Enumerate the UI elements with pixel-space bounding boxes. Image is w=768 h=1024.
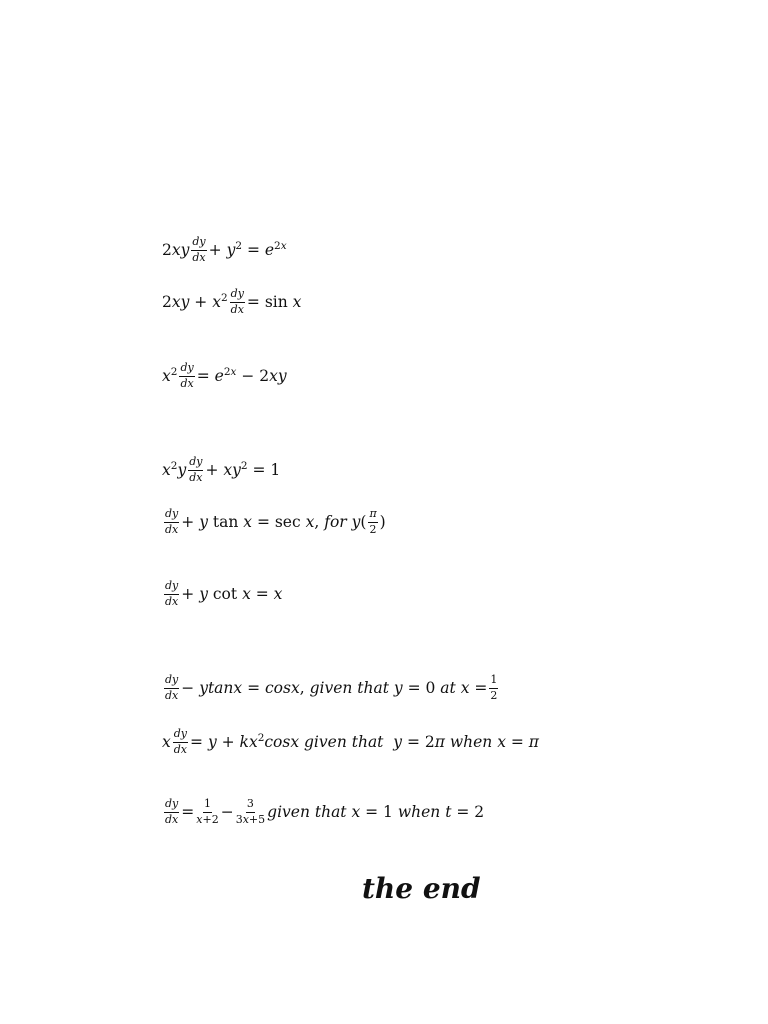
equation-3: $x^2$ $\frac{dy}{dx}$ = $e^{2x} - 2xy$ — [162, 361, 287, 390]
closing-text: the end — [362, 872, 481, 905]
equation-9: $\frac{dy}{dx}$ = $\frac{1}{x+2}$ − $\frac{3}{3x+5}$ given that x = 1 when t = 2 — [165, 797, 485, 826]
equation-7: $\frac{dy}{dx}$ − ytanx = cosx, given that y = 0 at x = $\frac{1}{2}$ — [165, 673, 498, 702]
equation-6: $\frac{dy}{dx}$ + y cot x = x — [165, 579, 283, 608]
equation-4: $x^2y$ $\frac{dy}{dx}$ + $xy^2 = 1$ — [162, 455, 281, 484]
equation-2: $2xy + x^2$ $\frac{dy}{dx}$ = sin x — [162, 287, 302, 316]
equation-1: 2xy $\frac{dy}{dx}$ + $y^2 = e^{2x}$ — [162, 235, 287, 264]
equation-8: x $\frac{dy}{dx}$ = $y + kx^2\cos x$ given that y = 2π when x = π — [162, 727, 539, 756]
equation-5: $\frac{dy}{dx}$ + y tan x = sec x, for y( $\frac{\pi}{2}$ ) — [165, 507, 386, 536]
